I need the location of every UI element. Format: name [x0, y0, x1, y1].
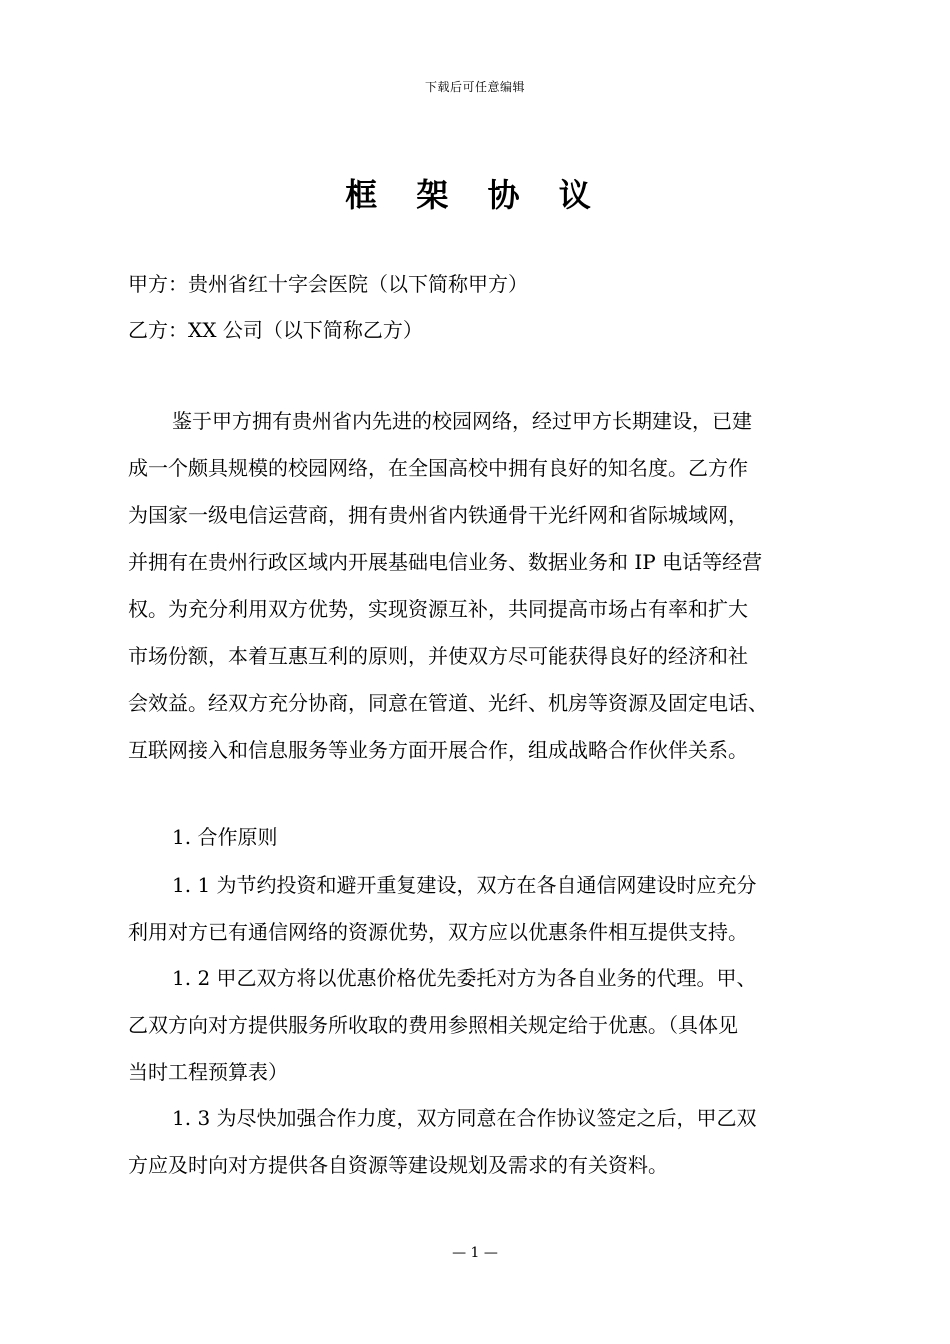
party-a-line: 甲方：贵州省红十字会医院（以下简称甲方）: [128, 272, 528, 296]
paragraph-line: 利用对方已有通信网络的资源优势，双方应以优惠条件相互提供支持。: [128, 920, 748, 944]
paragraph-line: 方应及时向对方提供各自资源等建设规划及需求的有关资料。: [128, 1153, 668, 1177]
paragraph-line: 成一个颇具规模的校园网络，在全国高校中拥有良好的知名度。乙方作: [128, 456, 748, 480]
clause-1-2: [128, 955, 828, 1096]
clause-1-3: [128, 1095, 828, 1189]
paragraph-line: 会效益。经双方充分协商，同意在管道、光纤、机房等资源及固定电话、: [128, 691, 768, 715]
paragraph-line: 1. 3 为尽快加强合作力度，双方同意在合作协议签定之后，甲乙双: [172, 1106, 757, 1130]
document-title: 框 架 协 议: [345, 176, 605, 214]
paragraph-line: 1. 1 为节约投资和避开重复建设，双方在各自通信网建设时应充分: [172, 873, 757, 897]
paragraph-line: 当时工程预算表）: [128, 1060, 288, 1084]
clause-1-1: [128, 862, 828, 956]
party-b-line: 乙方：XX 公司（以下简称乙方）: [128, 318, 423, 342]
section-1-heading: [128, 814, 828, 861]
section-title: 1. 合作原则: [172, 825, 278, 849]
page-number-footer: — 1 —: [452, 1245, 498, 1261]
paragraph-line: 鉴于甲方拥有贵州省内先进的校园网络，经过甲方长期建设，已建: [172, 409, 752, 433]
paragraph-line: 并拥有在贵州行政区域内开展基础电信业务、数据业务和 IP 电话等经营: [128, 550, 763, 574]
intro-paragraph: [128, 398, 828, 774]
paragraph-line: 互联网接入和信息服务等业务方面开展合作，组成战略合作伙伴关系。: [128, 738, 748, 762]
paragraph-line: 1. 2 甲乙双方将以优惠价格优先委托对方为各自业务的代理。甲、: [172, 966, 757, 990]
header-note: 下载后可任意编辑: [424, 80, 525, 94]
paragraph-line: 为国家一级电信运营商，拥有贵州省内铁通骨干光纤网和省际城域网，: [128, 503, 748, 527]
paragraph-line: 市场份额，本着互惠互利的原则，并使双方尽可能获得良好的经济和社: [128, 644, 748, 668]
paragraph-line: 乙双方向对方提供服务所收取的费用参照相关规定给于优惠。（具体见: [128, 1013, 738, 1037]
paragraph-line: 权。为充分利用双方优势，实现资源互补，共同提高市场占有率和扩大: [128, 597, 748, 621]
